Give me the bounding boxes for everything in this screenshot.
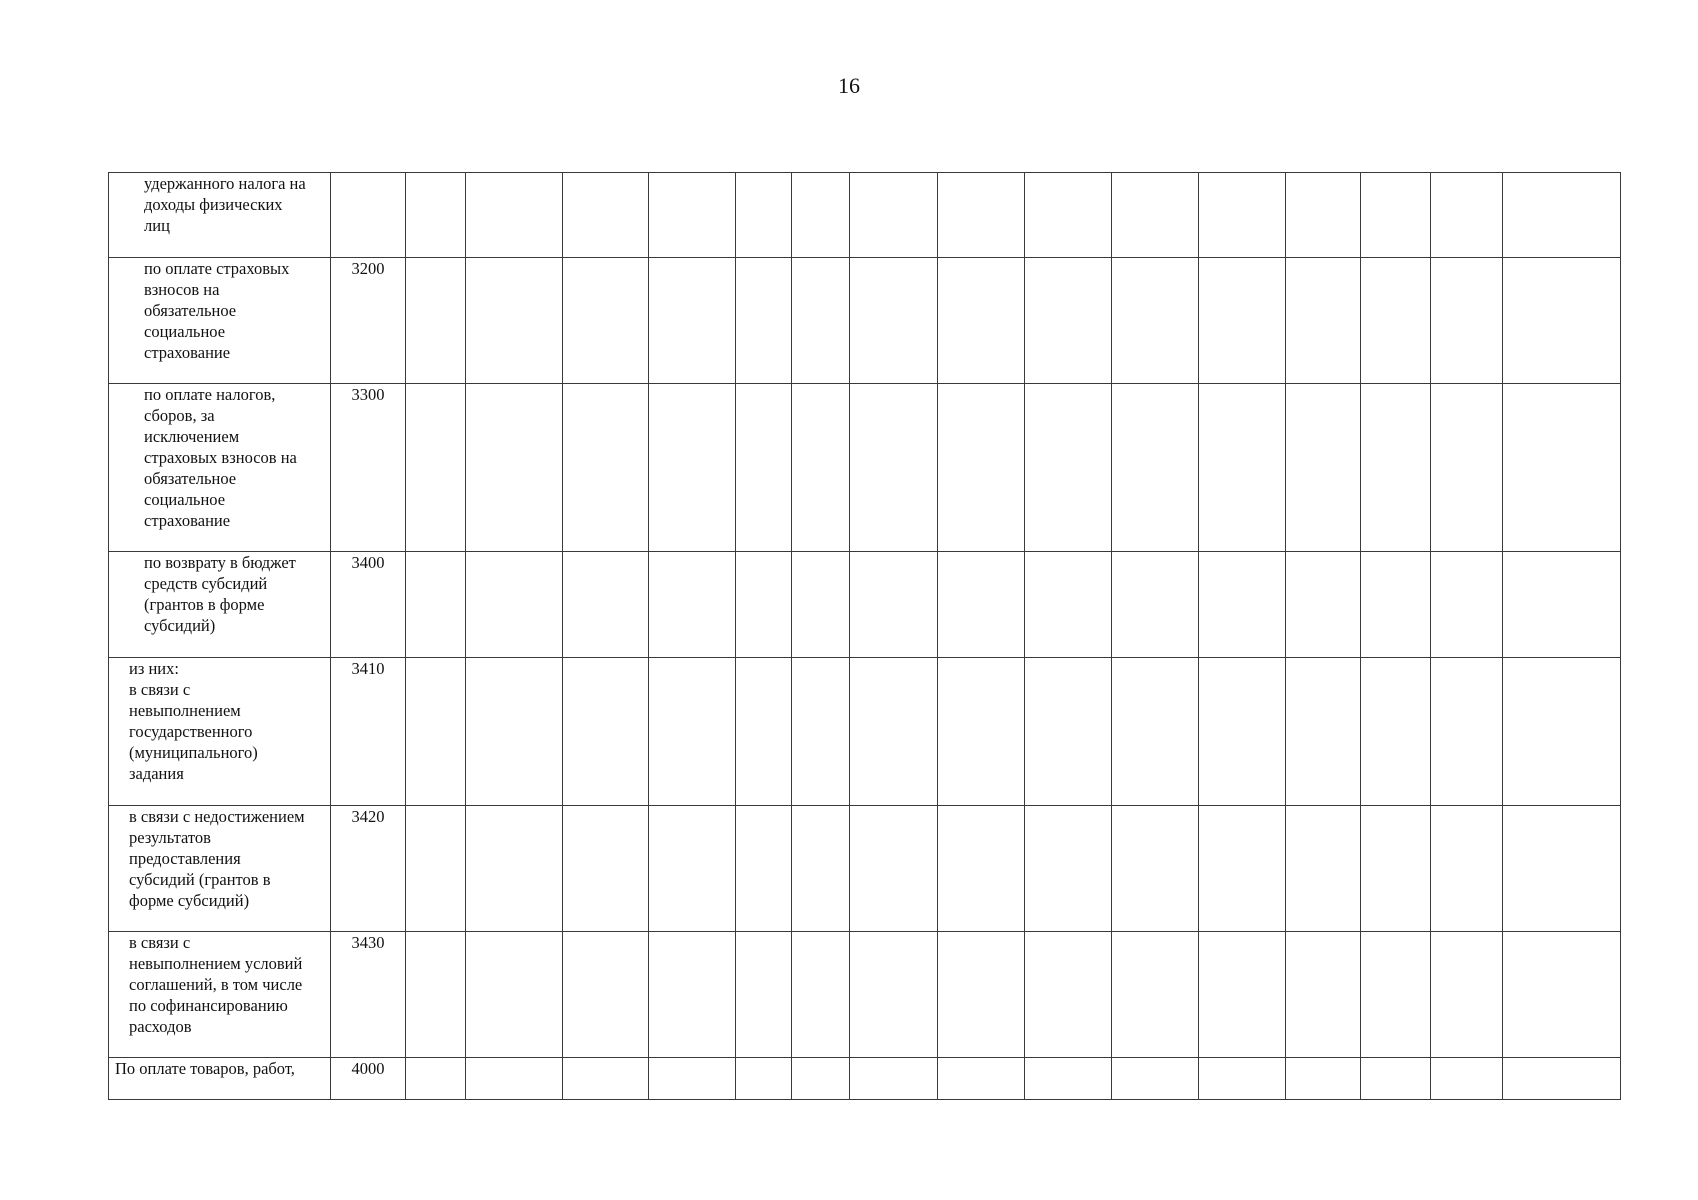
empty-cell (1199, 932, 1286, 1058)
empty-cell (406, 384, 466, 552)
empty-cell (1286, 806, 1361, 932)
empty-cell (1112, 173, 1199, 258)
empty-cell (736, 658, 792, 806)
empty-cell (1286, 932, 1361, 1058)
row-code: 3200 (331, 258, 406, 384)
empty-cell (1361, 1058, 1431, 1100)
empty-cell (1361, 658, 1431, 806)
empty-cell (1503, 258, 1621, 384)
table-row (109, 806, 1621, 932)
empty-cell (1361, 552, 1431, 658)
row-code: 4000 (331, 1058, 406, 1100)
empty-cell (1025, 1058, 1112, 1100)
empty-cell (792, 552, 850, 658)
empty-cell (563, 384, 649, 552)
empty-cell (1112, 258, 1199, 384)
empty-cell (1025, 552, 1112, 658)
empty-cell (649, 658, 736, 806)
empty-cell (649, 806, 736, 932)
empty-cell (1112, 658, 1199, 806)
empty-cell (938, 258, 1025, 384)
empty-cell (563, 258, 649, 384)
empty-cell (1286, 552, 1361, 658)
empty-cell (649, 384, 736, 552)
empty-cell (850, 932, 938, 1058)
row-label: по оплате страховых взносов на обязательное социальное страхование (109, 258, 331, 384)
empty-cell (1431, 1058, 1503, 1100)
empty-cell (850, 1058, 938, 1100)
empty-cell (1431, 932, 1503, 1058)
row-label: по оплате налогов, сборов, за исключением страховых взносов на обязательное социальное страхование (109, 384, 331, 552)
empty-cell (850, 658, 938, 806)
empty-cell (938, 173, 1025, 258)
empty-cell (736, 173, 792, 258)
empty-cell (736, 932, 792, 1058)
empty-cell (1431, 806, 1503, 932)
empty-cell (850, 384, 938, 552)
empty-cell (466, 1058, 563, 1100)
table-row (109, 658, 1621, 806)
empty-cell (1286, 384, 1361, 552)
row-code: 3420 (331, 806, 406, 932)
empty-cell (1199, 384, 1286, 552)
row-code (331, 173, 406, 258)
empty-cell (1112, 806, 1199, 932)
row-label: удержанного налога на доходы физических лиц (109, 173, 331, 258)
empty-cell (563, 552, 649, 658)
table-row (109, 258, 1621, 384)
empty-cell (736, 806, 792, 932)
empty-cell (792, 806, 850, 932)
row-code: 3300 (331, 384, 406, 552)
empty-cell (466, 173, 563, 258)
empty-cell (563, 806, 649, 932)
empty-cell (1503, 173, 1621, 258)
empty-cell (1199, 806, 1286, 932)
empty-cell (792, 258, 850, 384)
empty-cell (1361, 806, 1431, 932)
empty-cell (850, 258, 938, 384)
empty-cell (1199, 1058, 1286, 1100)
empty-cell (1503, 806, 1621, 932)
empty-cell (1025, 258, 1112, 384)
empty-cell (792, 173, 850, 258)
empty-cell (466, 258, 563, 384)
empty-cell (649, 258, 736, 384)
empty-cell (563, 173, 649, 258)
empty-cell (1286, 1058, 1361, 1100)
empty-cell (406, 552, 466, 658)
empty-cell (1361, 384, 1431, 552)
empty-cell (1431, 552, 1503, 658)
empty-cell (466, 658, 563, 806)
row-code: 3410 (331, 658, 406, 806)
empty-cell (736, 384, 792, 552)
empty-cell (1025, 384, 1112, 552)
empty-cell (1199, 552, 1286, 658)
empty-cell (792, 1058, 850, 1100)
empty-cell (406, 658, 466, 806)
empty-cell (1025, 658, 1112, 806)
empty-cell (938, 552, 1025, 658)
empty-cell (466, 806, 563, 932)
empty-cell (1025, 173, 1112, 258)
empty-cell (792, 384, 850, 552)
row-label: из них: в связи с невыполнением государственного (муниципального) задания (109, 658, 331, 806)
empty-cell (649, 173, 736, 258)
empty-cell (1431, 384, 1503, 552)
empty-cell (1286, 658, 1361, 806)
empty-cell (850, 806, 938, 932)
empty-cell (563, 658, 649, 806)
empty-cell (649, 552, 736, 658)
empty-cell (736, 552, 792, 658)
empty-cell (466, 552, 563, 658)
table-row (109, 173, 1621, 258)
empty-cell (1199, 258, 1286, 384)
empty-cell (736, 258, 792, 384)
empty-cell (406, 173, 466, 258)
empty-cell (938, 932, 1025, 1058)
empty-cell (406, 258, 466, 384)
empty-cell (1431, 258, 1503, 384)
empty-cell (938, 658, 1025, 806)
empty-cell (938, 384, 1025, 552)
row-code: 3400 (331, 552, 406, 658)
empty-cell (1112, 552, 1199, 658)
page-number: 16 (838, 73, 860, 98)
empty-cell (1286, 173, 1361, 258)
empty-cell (1112, 1058, 1199, 1100)
empty-cell (1503, 1058, 1621, 1100)
empty-cell (1199, 658, 1286, 806)
table-row (109, 1058, 1621, 1100)
empty-cell (850, 552, 938, 658)
empty-cell (1286, 258, 1361, 384)
empty-cell (1503, 552, 1621, 658)
empty-cell (406, 1058, 466, 1100)
empty-cell (938, 1058, 1025, 1100)
empty-cell (1431, 658, 1503, 806)
empty-cell (1361, 173, 1431, 258)
empty-cell (792, 658, 850, 806)
empty-cell (1112, 384, 1199, 552)
empty-cell (1431, 173, 1503, 258)
table-row (109, 932, 1621, 1058)
row-label: в связи с недостижением результатов предоставления субсидий (грантов в форме субсидий) (109, 806, 331, 932)
empty-cell (1025, 932, 1112, 1058)
empty-cell (649, 932, 736, 1058)
empty-cell (563, 1058, 649, 1100)
empty-cell (938, 806, 1025, 932)
row-label: По оплате товаров, работ, (109, 1058, 331, 1100)
empty-cell (792, 932, 850, 1058)
empty-cell (1199, 173, 1286, 258)
empty-cell (466, 932, 563, 1058)
row-label: по возврату в бюджет средств субсидий (грантов в форме субсидий) (109, 552, 331, 658)
empty-cell (649, 1058, 736, 1100)
empty-cell (563, 932, 649, 1058)
empty-cell (406, 932, 466, 1058)
report-table (108, 172, 1621, 1100)
empty-cell (1025, 806, 1112, 932)
row-label: в связи с невыполнением условий соглашений, в том числе по софинансированию расходов (109, 932, 331, 1058)
empty-cell (466, 384, 563, 552)
empty-cell (850, 173, 938, 258)
table-row (109, 552, 1621, 658)
empty-cell (1503, 932, 1621, 1058)
empty-cell (406, 806, 466, 932)
empty-cell (1361, 258, 1431, 384)
empty-cell (1503, 384, 1621, 552)
row-code: 3430 (331, 932, 406, 1058)
table-row (109, 384, 1621, 552)
empty-cell (1112, 932, 1199, 1058)
empty-cell (1361, 932, 1431, 1058)
empty-cell (736, 1058, 792, 1100)
empty-cell (1503, 658, 1621, 806)
